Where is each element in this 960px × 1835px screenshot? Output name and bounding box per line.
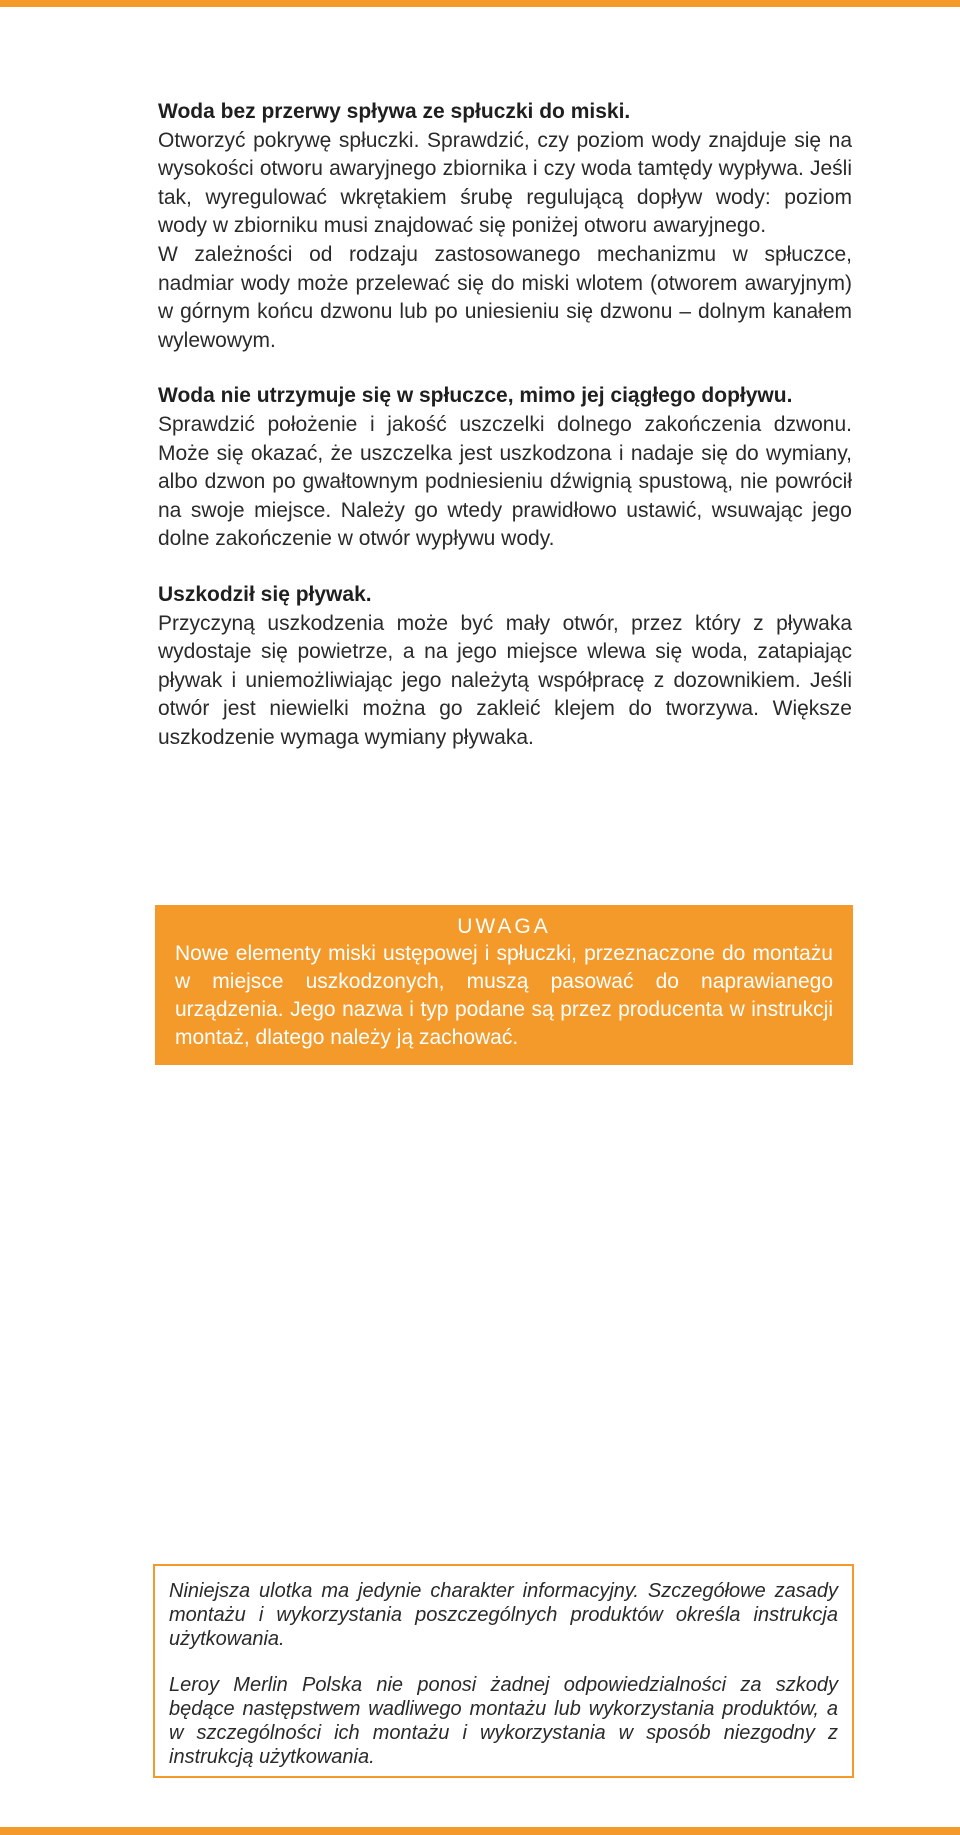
bottom-accent-bar [0,1827,960,1835]
section-title: Woda nie utrzymuje się w spłuczce, mimo jej ciągłego dopływu. [158,384,793,408]
disclaimer-box [153,1564,854,1778]
main-content [158,98,852,779]
section-paragraph: Otworzyć pokrywę spłuczki. Sprawdzić, czy poziom wody znajduje się na wysokości otworu awaryjnego zbiornika i czy woda tamtędy wypływa. Jeśli tak, wyregulować wkrętakiem śrubę regulującą dopływ wody: poziom wody w zbiorniku musi znajdować się poniżej otworu awaryjnego. [158,128,852,238]
section-continuous-flow [158,98,852,355]
section-title: Uszkodził się pływak. [158,582,372,606]
warning-notice-box [155,905,853,1065]
top-accent-bar [0,0,960,7]
section-water-not-retained [158,382,852,554]
section-title: Woda bez przerwy spływa ze spłuczki do miski. [158,100,631,123]
section-paragraph: W zależności od rodzaju zastosowanego mechanizmu w spłuczce, nadmiar wody może przelewać się do miski wlotem (otworem awaryjnym) w górnym końcu dzwonu lub po uniesieniu się dzwonu – dolnym kanałem wylewowym. [158,242,852,352]
disclaimer-paragraph: Niniejsza ulotka ma jedynie charakter informacyjny. Szczegółowe zasady montażu i wykorzystania poszczególnych produktów określa instrukcja użytkowania. [169,1580,838,1650]
section-float-damaged [158,581,852,753]
disclaimer-paragraph: Leroy Merlin Polska nie ponosi żadnej odpowiedzialności za szkody będące następstwem wadliwego montażu lub wykorzystania produktów, a w szczególności ich montażu i wykorzystania w sposób niezgodny z instrukcją użytkowania. [169,1674,838,1768]
section-paragraph: Sprawdzić położenie i jakość uszczelki dolnego zakończenia dzwonu. Może się okazać, że uszczelka jest uszkodzona i nadaje się do wymiany, albo dzwon po gwałtownym podniesieniu dźwignią spustową, nie powrócił na swoje miejsce. Należy go wtedy prawidłowo ustawić, wsuwając jego dolne zakończenie w otwór wypływu wody. [158,412,852,551]
notice-text: Nowe elementy miski ustępowej i spłuczki, przeznaczone do montażu w miejsce uszkodzonych, muszą pasować do naprawianego urządzenia. Jego nazwa i typ podane są przez producenta w instrukcji montaż, dlatego należy ją zachować. [175,942,833,1049]
notice-title: UWAGA [457,915,551,938]
section-paragraph: Przyczyną uszkodzenia może być mały otwór, przez który z pływaka wydostaje się powietrze, a na jego miejsce wlewa się woda, zatapiając pływak i uniemożliwiając jego należytą współpracę z dozownikiem. Jeśli otwór jest niewielki można go zakleić klejem do tworzywa. Większe uszkodzenie wymaga wymiany pływaka. [158,611,852,749]
